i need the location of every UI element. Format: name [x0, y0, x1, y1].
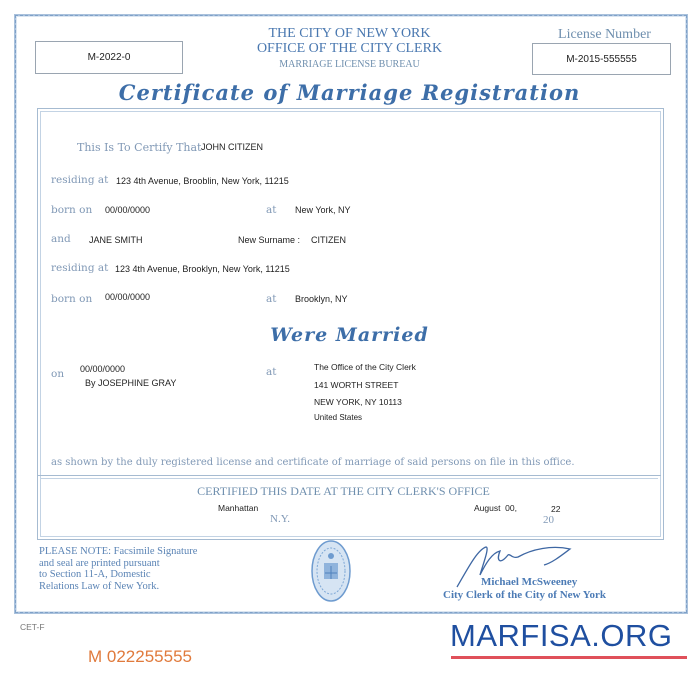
spouse1-name: JOHN CITIZEN [201, 142, 263, 152]
city-seal-icon [311, 537, 351, 605]
spouse2-birthplace: Brooklyn, NY [295, 294, 348, 304]
note-line-4: Relations Law of New York. [39, 580, 160, 592]
license-number: M-2015-555555 [566, 53, 637, 65]
and-label: and [51, 233, 71, 245]
spouse2-dob: 00/00/0000 [105, 292, 151, 302]
form-code: CET-F [20, 622, 45, 632]
certified-year-prefix: 20 [543, 514, 554, 526]
certify-label: This Is To Certify That [77, 141, 202, 154]
were-married-heading: Were Married [270, 324, 429, 346]
spouse1-dob: 00/00/0000 [105, 205, 151, 215]
officiant: By JOSEPHINE GRAY [85, 378, 177, 388]
signer-name: Michael McSweeney [481, 576, 578, 588]
venue-line-3: NEW YORK, NY 10113 [314, 397, 402, 407]
spouse1-address: 123 4th Avenue, Brooblin, New York, 11215 [116, 176, 289, 186]
venue-line-2: 141 WORTH STREET [314, 380, 399, 390]
spouse2-address: 123 4th Avenue, Brooklyn, New York, 11215 [115, 264, 290, 274]
marriage-date: 00/00/0000 [80, 364, 126, 374]
certified-divider [38, 475, 661, 476]
venue-line-1: The Office of the City Clerk [314, 362, 416, 372]
on-label: on [51, 368, 65, 380]
certificate-title: Certificate of Marriage Registration [118, 80, 581, 105]
license-number-box [532, 43, 671, 75]
certified-year-suffix: 22 [551, 504, 561, 514]
facsimile-note [39, 546, 197, 592]
shown-by-statement: as shown by the duly registered license and certificate of marriage of said persons on file in this office. [51, 457, 575, 468]
new-surname: CITIZEN [311, 235, 346, 245]
residing-label-1: residing at [51, 174, 109, 186]
record-number: M-2022-0 [87, 52, 131, 63]
born-on-label-2: born on [51, 293, 93, 305]
note-line-2: and seal are printed pursuant [39, 557, 160, 569]
signer-title: City Clerk of the City of New York [443, 589, 607, 601]
certified-divider-inner [41, 478, 658, 479]
certified-borough: Manhattan [218, 503, 259, 513]
certified-date: August 00, [474, 503, 518, 513]
certified-heading: CERTIFIED THIS DATE AT THE CITY CLERK'S OFFICE [197, 484, 490, 498]
at-label-2: at [266, 293, 277, 305]
header-city: THE CITY OF NEW YORK [268, 26, 431, 41]
license-number-label: License Number [558, 27, 651, 42]
residing-label-2: residing at [51, 262, 109, 274]
at-label-3: at [266, 366, 277, 378]
new-surname-label: New Surname : [238, 235, 301, 245]
serial-number: M 022255555 [88, 647, 192, 666]
watermark-underline [451, 656, 687, 659]
header-office: OFFICE OF THE CITY CLERK [256, 41, 443, 56]
venue-line-4: United States [314, 413, 363, 422]
header-bureau: MARRIAGE LICENSE BUREAU [279, 59, 420, 70]
born-on-label-1: born on [51, 204, 93, 216]
spouse2-name: JANE SMITH [89, 235, 143, 245]
note-line-3: to Section 11-A, Domestic [39, 569, 151, 580]
certified-state: N.Y. [270, 513, 290, 525]
note-line-1: PLEASE NOTE: Facsimile Signature [39, 546, 198, 557]
spouse1-birthplace: New York, NY [295, 205, 351, 215]
marfisa-watermark: MARFISA.ORG [450, 618, 673, 653]
at-label-1: at [266, 204, 277, 216]
